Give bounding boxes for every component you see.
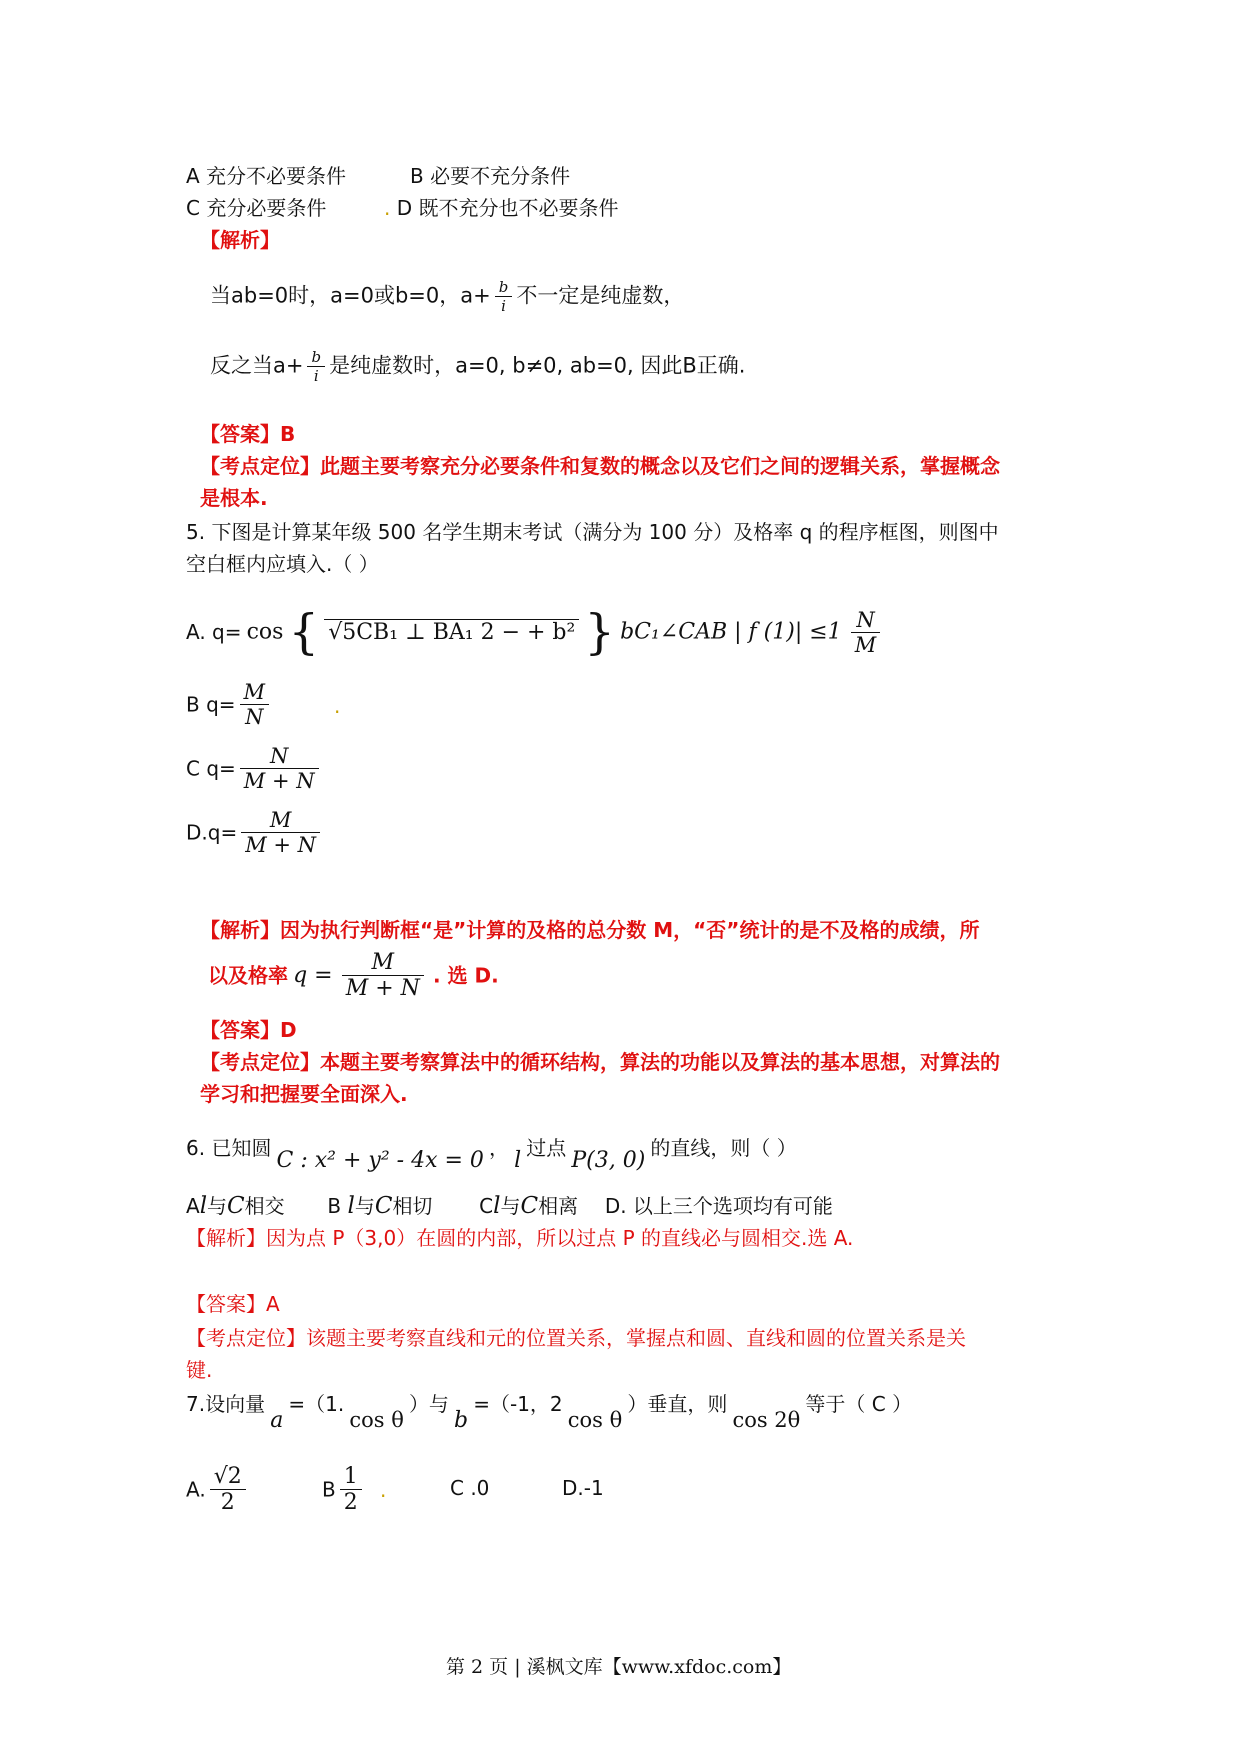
q7-vector-b: b	[454, 1408, 469, 1433]
q4-analysis-line1	[210, 278, 684, 315]
fraction: $\frac{√2}{2}$	[210, 1464, 246, 1515]
q4-point-line1: 【考点定位】此题主要考察充分必要条件和复数的概念以及它们之间的逻辑关系，掌握概念	[200, 454, 1000, 478]
q7-stem-a: 7.设向量	[186, 1392, 266, 1416]
q5-answer: 【答案】D	[200, 1018, 297, 1042]
q7-vector-a: a	[270, 1408, 284, 1433]
q7-cos-theta-1: cos θ	[349, 1408, 404, 1432]
q6-point-line1: 【考点定位】该题主要考察直线和元的位置关系，掌握点和圆、直线和圆的位置关系是关	[186, 1326, 966, 1350]
stray-dot: .	[384, 196, 391, 220]
q6-stem	[186, 1134, 797, 1173]
q7-stem	[186, 1390, 912, 1433]
q4-analysis-tag: 【解析】	[200, 228, 280, 252]
q4-point-line2: 是根本.	[200, 486, 268, 510]
q4-option-a: A 充分不必要条件	[186, 164, 347, 188]
q7-stem-b: =（1.	[288, 1392, 345, 1416]
q7-option-a-label: A.	[186, 1477, 206, 1502]
q5-point-line1: 【考点定位】本题主要考察算法中的循环结构，算法的功能以及算法的基本思想，对算法的	[200, 1050, 1000, 1074]
q6-circle-equation: C : x² + y² - 4x = 0	[276, 1148, 484, 1173]
q7-stem-f: 等于（ C ）	[805, 1392, 913, 1416]
q6-stem-c: 的直线，则（ ）	[650, 1136, 797, 1160]
q5-option-a-tail: bC₁∠CAB | f (1)| ≤1	[620, 619, 842, 645]
q5-analysis-line2-a: 以及格率	[208, 963, 288, 988]
q6-option-a: Al与C相交	[186, 1193, 285, 1219]
q6-option-c: Cl与C相离	[479, 1193, 579, 1219]
stray-dot: .	[334, 694, 341, 718]
q5-option-a	[186, 604, 884, 660]
q5-stem-line1: 5. 下图是计算某年级 500 名学生期末考试（满分为 100 分）及格率 q 的程序框图，则图中	[186, 520, 999, 544]
q4-option-d	[384, 194, 618, 222]
q5-analysis-line2-b: . 选 D.	[433, 963, 499, 988]
brace-right: }	[584, 604, 615, 660]
q6-point-p: P(3, 0)	[571, 1148, 646, 1173]
q5-option-c-label: C q=	[186, 756, 236, 781]
q4-line1-a: 当ab=0时，a=0或b=0，a+	[210, 283, 491, 308]
fraction: $\frac{M}{M + N}$	[241, 808, 320, 857]
q6-option-b: B l与C相切	[327, 1193, 433, 1219]
q5-analysis-line2	[208, 950, 499, 1001]
q7-option-d: D.-1	[562, 1476, 604, 1500]
q7-option-a	[186, 1464, 250, 1515]
q4-line2-b: 是纯虚数时，a=0, b≠0, ab=0, 因此B正确.	[329, 353, 746, 378]
q4-option-b: B 必要不充分条件	[410, 164, 571, 188]
q6-stem-b: 过点	[526, 1136, 567, 1160]
sqrt-expression: √5CB₁ ⊥ BA₁ 2 − + b²	[324, 619, 579, 645]
q6-option-d: D. 以上三个选项均有可能	[604, 1194, 833, 1218]
q4-option-c: C 充分必要条件	[186, 196, 327, 220]
fraction: $\frac{N}{M}$	[851, 608, 881, 657]
page-footer: 第 2 页 | 溪枫文库【www.xfdoc.com】	[446, 1656, 792, 1678]
q5-option-d	[186, 808, 324, 857]
q5-option-b-label: B q=	[186, 692, 236, 717]
q4-line1-b: 不一定是纯虚数，	[516, 283, 685, 308]
fraction: $\frac{M}{N}$	[240, 680, 270, 729]
q6-answer: 【答案】A	[186, 1292, 280, 1316]
q4-line2-a: 反之当a+	[210, 353, 304, 378]
watermark	[811, 249, 843, 297]
q5-analysis-q: q =	[293, 963, 333, 988]
q7-stem-c: ）与	[408, 1392, 449, 1416]
stray-dot: .	[380, 1478, 387, 1502]
q7-option-b	[322, 1464, 366, 1515]
q6-line-l: l	[514, 1148, 522, 1173]
q7-stem-d: =（-1，2	[473, 1392, 563, 1416]
q7-cos-theta-2: cos θ	[567, 1408, 623, 1432]
q5-stem-line2: 空白框内应填入.（ ）	[186, 552, 379, 576]
q4-option-d-text: D 既不充分也不必要条件	[396, 196, 619, 220]
q5-option-d-label: D.q=	[186, 820, 238, 845]
q6-stem-a: 6. 已知圆	[186, 1136, 272, 1160]
q7-option-b-label: B	[322, 1477, 336, 1502]
fraction: $\frac{N}{M + N}$	[240, 744, 319, 793]
q6-options	[186, 1192, 833, 1220]
q7-option-c: C .0	[450, 1476, 490, 1500]
fraction: $\frac{b}{i}$	[495, 278, 513, 315]
q5-option-a-cos: cos	[246, 619, 284, 645]
q7-stem-e: ）垂直，则	[627, 1392, 728, 1416]
q4-analysis-line2	[210, 348, 745, 385]
q5-point-line2: 学习和把握要全面深入.	[200, 1082, 408, 1106]
q5-option-c	[186, 744, 323, 793]
q7-cos-2theta: cos 2θ	[732, 1408, 801, 1432]
q4-answer: 【答案】B	[200, 422, 296, 446]
q6-analysis: 【解析】因为点 P（3,0）在圆的内部，所以过点 P 的直线必与圆相交.选 A.	[186, 1226, 854, 1250]
fraction: $\frac{M}{M + N}$	[342, 950, 424, 1001]
fraction: $\frac{b}{i}$	[307, 348, 325, 385]
brace-left: {	[288, 604, 320, 660]
q5-option-b	[186, 680, 273, 729]
fraction: $\frac{1}{2}$	[340, 1464, 362, 1515]
q6-point-line2: 键.	[186, 1358, 213, 1382]
q5-analysis-line1: 【解析】因为执行判断框“是”计算的及格的总分数 M，“否”统计的是不及格的成绩，所	[200, 918, 980, 942]
q5-option-a-label: A. q=	[186, 620, 242, 644]
q6-stem-comma: ，	[489, 1136, 510, 1160]
